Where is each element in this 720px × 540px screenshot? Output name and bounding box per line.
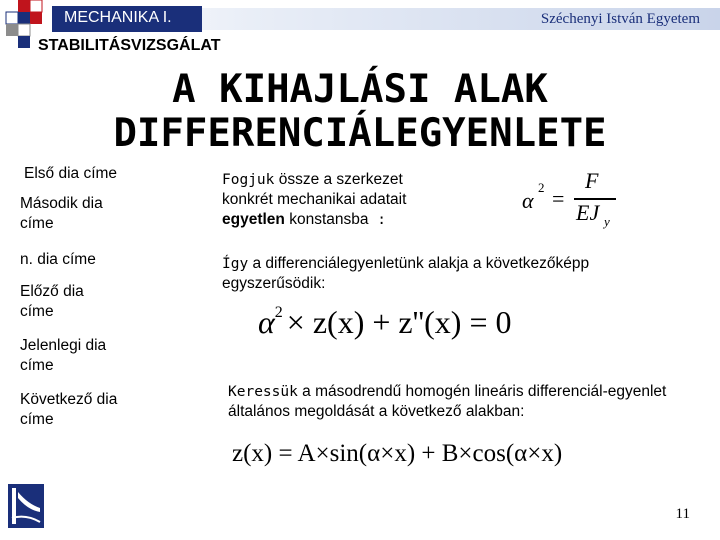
nav-previous-slide-link[interactable]: Előző dia címe bbox=[20, 283, 84, 320]
slide-title-line-1: A KIHAJLÁSI ALAK bbox=[172, 67, 548, 112]
nav-current-slide-link[interactable]: Jelenlegi dia címe bbox=[20, 337, 107, 374]
nav-second-slide-link[interactable]: Második dia címe bbox=[20, 195, 103, 232]
paragraph-simplified-equation: Így a differenciálegyenletünk alakja a következőképp egyszerűsödik: bbox=[222, 255, 590, 292]
nav-first-slide-link[interactable]: Első dia címe bbox=[24, 165, 118, 182]
page-number: 11 bbox=[675, 506, 690, 522]
equation-solution: z(x) = A×sin(α×x) + B×cos(α×x) bbox=[232, 440, 563, 467]
nav-nth-slide-link[interactable]: n. dia címe bbox=[20, 251, 96, 268]
slide-title-line-2: DIFFERENCIÁLEGYENLETE bbox=[113, 111, 607, 156]
university-name: Széchenyi István Egyetem bbox=[540, 11, 700, 27]
paragraph-general-solution: Keressük a másodrendű homogén lineáris differenciál-egyenlet általános megoldását a következő alakban: bbox=[228, 383, 667, 420]
nav-next-slide-link[interactable]: Következő dia címe bbox=[20, 391, 118, 428]
equation-alpha-squared: α 2 = F EJ y bbox=[522, 170, 632, 230]
subject-heading: STABILITÁSVIZSGÁLAT bbox=[38, 37, 221, 54]
paragraph-constant-definition: Fogjuk össze a szerkezet konkrét mechanikai adatait egyetlen konstansba : bbox=[222, 171, 407, 228]
university-logo-icon bbox=[8, 484, 44, 528]
course-label: MECHANIKA I. bbox=[64, 9, 172, 26]
equation-differential: $\alpha^2 \times z(x) + z''(x) = 0$ bbox=[258, 304, 512, 340]
